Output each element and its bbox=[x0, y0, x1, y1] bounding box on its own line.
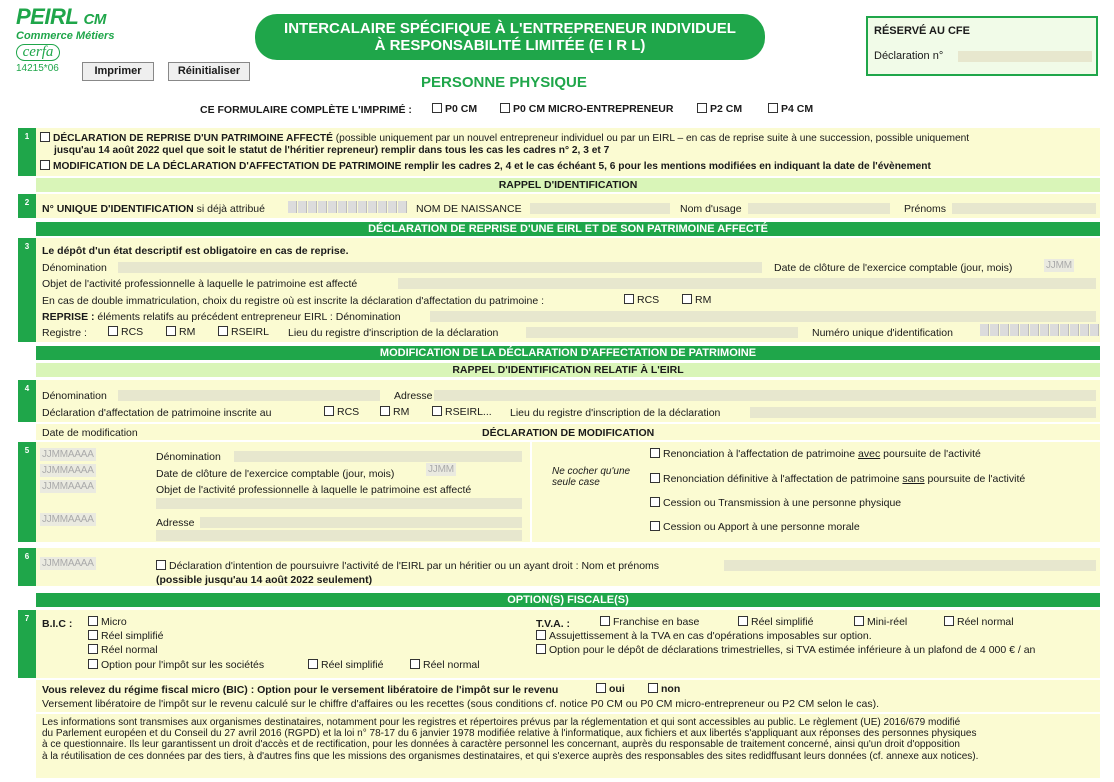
text: MODIFICATION DE LA DÉCLARATION D'AFFECTATION DE PATRIMOINE bbox=[53, 161, 402, 172]
checkbox[interactable] bbox=[944, 616, 954, 626]
opt-label: P4 CM bbox=[781, 103, 814, 115]
logo: PEIRL CM bbox=[16, 4, 106, 29]
options-fiscales-title: OPTION(S) FISCALE(S) bbox=[36, 593, 1100, 607]
text: N° UNIQUE D'IDENTIFICATION bbox=[42, 203, 194, 215]
opt-label: P0 CM bbox=[445, 103, 478, 115]
modification-option[interactable] bbox=[40, 160, 931, 172]
text: non bbox=[661, 683, 681, 695]
reg-rm-option[interactable] bbox=[166, 326, 195, 338]
checkbox[interactable] bbox=[432, 406, 442, 416]
checkbox[interactable] bbox=[40, 132, 50, 142]
tva-label: T.V.A. : bbox=[536, 618, 571, 630]
checkbox[interactable] bbox=[324, 406, 334, 416]
checkbox[interactable] bbox=[650, 497, 660, 507]
checkbox[interactable] bbox=[697, 103, 707, 113]
checkbox[interactable] bbox=[738, 616, 748, 626]
text: Réel simplifié bbox=[101, 630, 164, 642]
checkbox[interactable] bbox=[624, 294, 634, 304]
prenoms-field[interactable] bbox=[952, 203, 1096, 214]
depot-note: Le dépôt d'un état descriptif est obligatoire en cas de reprise. bbox=[42, 245, 349, 257]
s5-cloture-label: Date de clôture de l'exercice comptable (jour, mois) bbox=[156, 468, 395, 480]
text: remplir les cadres 2, 4 et le cas échéant 5, 6 pour les mentions modifiées en indiquant la date de l'évènement bbox=[401, 161, 931, 172]
cession-physique-option[interactable] bbox=[650, 497, 901, 509]
lieu-field[interactable] bbox=[526, 327, 798, 338]
text: Option pour le dépôt de déclarations trimestrielles, si TVA estimée inférieure à un plafond de 4 000 € / an bbox=[549, 644, 1036, 656]
title-line-1: INTERCALAIRE SPÉCIFIQUE À L'ENTREPRENEUR INDIVIDUEL bbox=[284, 20, 736, 37]
s4-lieu-label: Lieu du registre d'inscription de la déclaration bbox=[510, 407, 721, 419]
cession-morale-option[interactable] bbox=[650, 521, 860, 533]
nom-usage-label: Nom d'usage bbox=[680, 203, 742, 215]
rappel-eirl: RAPPEL D'IDENTIFICATION RELATIF À L'EIRL bbox=[36, 363, 1100, 377]
cfe-title: RÉSERVÉ AU CFE bbox=[874, 25, 970, 37]
checkbox[interactable] bbox=[648, 683, 658, 693]
checkbox[interactable] bbox=[600, 616, 610, 626]
text: sans bbox=[902, 473, 925, 485]
bic-reel-simplifie-option[interactable] bbox=[88, 630, 163, 642]
text: Assujettissement à la TVA en cas d'opérations imposables sur option. bbox=[549, 630, 872, 642]
rm-option[interactable] bbox=[682, 294, 711, 306]
checkbox[interactable] bbox=[88, 630, 98, 640]
checkbox[interactable] bbox=[218, 326, 228, 336]
cloture-label: Date de clôture de l'exercice comptable (jour, mois) bbox=[774, 262, 1013, 274]
s4-denom-label: Dénomination bbox=[42, 390, 107, 402]
date-modif-cloture-field[interactable]: JJMMAAAA bbox=[42, 465, 94, 476]
text: Réel normal bbox=[957, 616, 1014, 628]
non-option[interactable] bbox=[648, 683, 680, 695]
text: Réel simplifié bbox=[751, 616, 814, 628]
lieu-label: Lieu du registre d'inscription de la déclaration bbox=[288, 327, 499, 339]
checkbox[interactable] bbox=[596, 683, 606, 693]
s4-adresse-label: Adresse bbox=[394, 390, 433, 402]
text: RSEIRL... bbox=[445, 406, 492, 418]
micro-bic-note: Versement libératoire de l'impôt sur le revenu calculé sur le chiffre d'affaires ou les recettes (sous conditions cf. notice P0 CM ou P0 CM micro-entrepreneur ou P2 CM selon le cas). bbox=[42, 698, 880, 710]
logo-subtitle: Commerce Métiers bbox=[16, 30, 115, 42]
tva-mini-reel-option[interactable] bbox=[854, 616, 907, 628]
checkbox[interactable] bbox=[88, 659, 98, 669]
registre-label: Registre : bbox=[42, 327, 87, 339]
heritier-field[interactable] bbox=[724, 560, 1096, 571]
s4-rcs-option[interactable] bbox=[324, 406, 359, 418]
footer-line: à ce questionnaire. Ils leur garantissent un droit d'accès et de rectification, pour les données à caractère personnel les concernant, auprès du responsable de traitement concerné, ainsi qu'un droit d'opposition bbox=[42, 739, 960, 751]
intention-option[interactable] bbox=[156, 560, 659, 572]
text: oui bbox=[609, 683, 625, 695]
s4-rseirl-option[interactable] bbox=[432, 406, 492, 418]
text: Micro bbox=[101, 616, 127, 628]
opt-p4cm[interactable] bbox=[768, 103, 813, 115]
micro-bic-question: Vous relevez du régime fiscal micro (BIC) : Option pour le versement libératoire de l'impôt sur le revenu bbox=[42, 684, 559, 696]
reprise-label bbox=[42, 311, 401, 323]
text: RSEIRL bbox=[231, 326, 269, 338]
rappel-identification: RAPPEL D'IDENTIFICATION bbox=[36, 178, 1100, 192]
cfe-declaration-field[interactable] bbox=[958, 51, 1092, 62]
text: Cession ou Apport à une personne morale bbox=[663, 521, 860, 533]
numero-unique-label: Numéro unique d'identification bbox=[812, 327, 953, 339]
section-number: 5 bbox=[18, 442, 36, 542]
tva-reel-normal-option[interactable] bbox=[944, 616, 1014, 628]
text: Option pour l'impôt sur les sociétés bbox=[101, 659, 265, 671]
s6-date-field[interactable]: JJMMAAAA bbox=[42, 558, 94, 569]
footer-line: à la réutilisation de ces données par des tiers, à d'autres fins que les missions des organismes destinataires, et qui s'exerce auprès des responsables des sites redidffusant leurs données (cf. annexe aux notices). bbox=[42, 750, 979, 762]
opt-label: P0 CM MICRO-ENTREPRENEUR bbox=[513, 103, 674, 115]
opt-p0cm-micro[interactable] bbox=[500, 103, 673, 115]
section-number: 6 bbox=[18, 548, 36, 586]
rcs-option[interactable] bbox=[624, 294, 659, 306]
s5-denom-field[interactable] bbox=[234, 451, 522, 462]
section-number: 3 bbox=[18, 238, 36, 342]
checkbox[interactable] bbox=[88, 644, 98, 654]
text: si déjà attribué bbox=[193, 203, 265, 215]
text: avec bbox=[858, 448, 881, 460]
date-modif-denom-field[interactable]: JJMMAAAA bbox=[42, 449, 94, 460]
text: RM bbox=[393, 406, 410, 418]
s5-denom-label: Dénomination bbox=[156, 451, 221, 463]
section-number: 7 bbox=[18, 610, 36, 678]
text: RCS bbox=[121, 326, 144, 338]
assujettissement-option[interactable] bbox=[536, 630, 872, 642]
nid-field[interactable] bbox=[288, 201, 407, 213]
is-reel-simplifie-option[interactable] bbox=[308, 659, 383, 671]
checkbox[interactable] bbox=[768, 103, 778, 113]
cfe-declaration-label: Déclaration n° bbox=[874, 50, 944, 62]
tva-reel-simplifie-option[interactable] bbox=[738, 616, 813, 628]
nom-naissance-field[interactable] bbox=[530, 203, 670, 214]
s5-adresse-label: Adresse bbox=[156, 517, 195, 529]
date-modif-objet-field[interactable]: JJMMAAAA bbox=[42, 481, 94, 492]
cerfa-logo: cerfa bbox=[16, 44, 60, 61]
section-number: 1 bbox=[18, 128, 36, 176]
footer-line: du Parlement européen et du Conseil du 27 avril 2016 (RGPD) et la loi n° 78-17 du 6 janvier 1978 modifiée relative à l'informatique, aux fichiers et aux libertés s'appliquant aux réponses des personnes physiques bbox=[42, 728, 977, 740]
opt-label: P2 CM bbox=[710, 103, 743, 115]
denomination-label: Dénomination bbox=[42, 262, 107, 274]
checkbox[interactable] bbox=[650, 473, 660, 483]
text: RM bbox=[179, 326, 196, 338]
footer-line: Les informations sont transmises aux organismes destinataires, notamment pour les registres et répertoires prévus par la réglementation et qui sont accessibles au public. Le règlement (UE) 2016/679 modifié bbox=[42, 717, 961, 728]
date-modif-adresse-field[interactable]: JJMMAAAA bbox=[42, 514, 94, 525]
personne-physique: PERSONNE PHYSIQUE bbox=[421, 74, 587, 91]
text: poursuite de l'activité bbox=[924, 473, 1026, 485]
checkbox[interactable] bbox=[40, 160, 50, 170]
text: éléments relatifs au précédent entrepreneur EIRL : Dénomination bbox=[94, 311, 401, 323]
text: Renonciation à l'affectation de patrimoine bbox=[663, 448, 859, 460]
reg-rcs-option[interactable] bbox=[108, 326, 143, 338]
checkbox[interactable] bbox=[380, 406, 390, 416]
reset-button[interactable]: Réinitialiser bbox=[168, 62, 250, 81]
numero-unique-field[interactable] bbox=[980, 324, 1099, 336]
text: Déclaration d'intention de poursuivre l'activité de l'EIRL par un héritier ou un ayant droit : Nom et prénoms bbox=[169, 560, 660, 572]
checkbox[interactable] bbox=[410, 659, 420, 669]
text: Réel normal bbox=[423, 659, 480, 671]
tva-franchise-option[interactable] bbox=[600, 616, 699, 628]
form-title bbox=[255, 14, 765, 60]
prenoms-label: Prénoms bbox=[904, 203, 947, 215]
checkbox[interactable] bbox=[432, 103, 442, 113]
s5-objet-field[interactable] bbox=[156, 498, 522, 509]
checkbox[interactable] bbox=[682, 294, 692, 304]
double-immat-label: En cas de double immatriculation, choix du registre où est inscrite la déclaration d'affectation du patrimoine : bbox=[42, 295, 545, 307]
checkbox[interactable] bbox=[156, 560, 166, 570]
section-number: 4 bbox=[18, 380, 36, 422]
decl-reprise-title: DÉCLARATION DE REPRISE D'UNE EIRL ET DE SON PATRIMOINE AFFECTÉ bbox=[36, 222, 1100, 236]
footer-text bbox=[42, 717, 1096, 762]
date-modif-label: Date de modification bbox=[42, 427, 138, 439]
text: Réel simplifié bbox=[321, 659, 384, 671]
bic-label: B.I.C : bbox=[42, 618, 73, 630]
reprise-line2: jusqu'au 14 août 2022 quel que soit le statut de l'héritier repreneur) remplir dans tous les cas les cadres n° 2, 3 et 7 bbox=[54, 145, 610, 156]
title-line-2: À RESPONSABILITÉ LIMITÉE (E I R L) bbox=[374, 37, 646, 54]
s5-objet-label: Objet de l'activité professionnelle à laquelle le patrimoine est affecté bbox=[156, 484, 472, 496]
s5-adresse-field[interactable] bbox=[200, 517, 522, 528]
text: RCS bbox=[337, 406, 360, 418]
s5-adresse-field-2[interactable] bbox=[156, 530, 522, 541]
text: REPRISE : bbox=[42, 311, 95, 323]
text: Mini-réel bbox=[867, 616, 908, 628]
text: Renonciation définitive à l'affectation de patrimoine bbox=[663, 473, 903, 485]
nom-naissance-label: NOM DE NAISSANCE bbox=[416, 203, 522, 215]
text: poursuite de l'activité bbox=[880, 448, 981, 460]
reprise-denom-field[interactable] bbox=[430, 311, 1096, 322]
s4-denom-field[interactable] bbox=[118, 390, 380, 401]
renonciation-sans-option[interactable] bbox=[650, 473, 1025, 485]
text: Franchise en base bbox=[613, 616, 700, 628]
s5-cloture-field[interactable]: JJMM bbox=[428, 464, 454, 475]
text: Cession ou Transmission à une personne physique bbox=[663, 497, 902, 509]
objet-label: Objet de l'activité professionnelle à laquelle le patrimoine est affecté bbox=[42, 278, 358, 290]
objet-field[interactable] bbox=[398, 278, 1096, 289]
checkbox[interactable] bbox=[88, 616, 98, 626]
print-button[interactable]: Imprimer bbox=[82, 62, 154, 81]
checkbox[interactable] bbox=[536, 630, 546, 640]
bic-reel-normal-option[interactable] bbox=[88, 644, 158, 656]
section-number: 2 bbox=[18, 194, 36, 218]
is-reel-normal-option[interactable] bbox=[410, 659, 480, 671]
text: DÉCLARATION DE REPRISE D'UN PATRIMOINE AFFECTÉ bbox=[53, 133, 333, 144]
inscrite-label: Déclaration d'affectation de patrimoine inscrite au bbox=[42, 407, 272, 419]
text: RCS bbox=[637, 294, 660, 306]
cfe-box bbox=[866, 16, 1098, 76]
checkbox[interactable] bbox=[854, 616, 864, 626]
bic-micro-option[interactable] bbox=[88, 616, 127, 628]
renonciation-avec-option[interactable] bbox=[650, 448, 981, 460]
s4-lieu-field[interactable] bbox=[750, 407, 1096, 418]
nid-label bbox=[42, 203, 265, 215]
possible-note: (possible jusqu'au 14 août 2022 seulement) bbox=[156, 574, 373, 586]
s4-rm-option[interactable] bbox=[380, 406, 409, 418]
oui-option[interactable] bbox=[596, 683, 625, 695]
cloture-field[interactable]: JJMM bbox=[1046, 260, 1072, 271]
cerfa-number: 14215*06 bbox=[16, 63, 59, 74]
reg-rseirl-option[interactable] bbox=[218, 326, 269, 338]
text: Réel normal bbox=[101, 644, 158, 656]
nom-usage-field[interactable] bbox=[748, 203, 890, 214]
opt-p0cm[interactable] bbox=[432, 103, 477, 115]
trimestrielles-option[interactable] bbox=[536, 644, 1035, 656]
s4-adresse-field[interactable] bbox=[434, 390, 1096, 401]
option-is[interactable] bbox=[88, 659, 264, 671]
text: RM bbox=[695, 294, 712, 306]
checkbox[interactable] bbox=[308, 659, 318, 669]
checkbox[interactable] bbox=[166, 326, 176, 336]
checkbox[interactable] bbox=[650, 448, 660, 458]
denomination-field[interactable] bbox=[118, 262, 762, 273]
modif-title: MODIFICATION DE LA DÉCLARATION D'AFFECTATION DE PATRIMOINE bbox=[36, 346, 1100, 360]
checkbox[interactable] bbox=[536, 644, 546, 654]
decl-modif-label: DÉCLARATION DE MODIFICATION bbox=[482, 427, 655, 439]
checkbox[interactable] bbox=[500, 103, 510, 113]
checkbox[interactable] bbox=[650, 521, 660, 531]
opt-p2cm[interactable] bbox=[697, 103, 742, 115]
reprise-option[interactable] bbox=[40, 132, 969, 144]
text: (possible uniquement par un nouvel entrepreneur individuel ou par un EIRL – en cas de reprise suite à une succession, possible uniquement bbox=[332, 133, 970, 144]
complete-label: CE FORMULAIRE COMPLÈTE L'IMPRIMÉ : bbox=[200, 104, 412, 116]
checkbox[interactable] bbox=[108, 326, 118, 336]
ne-cocher-note: Ne cocher qu'une seule case bbox=[552, 466, 631, 488]
